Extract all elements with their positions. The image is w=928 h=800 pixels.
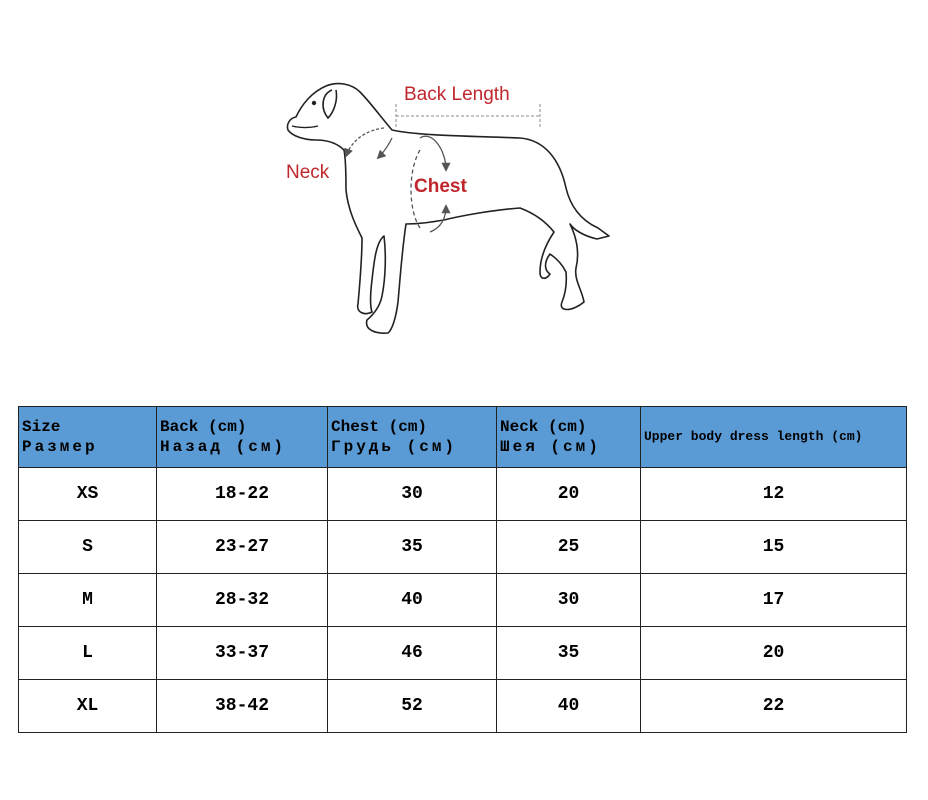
chest-measure-arrow-bottom [430, 206, 446, 232]
cell-upper-body-length: 17 [641, 574, 907, 627]
cell-upper-body-length: 12 [641, 468, 907, 521]
cell-back: 18-22 [157, 468, 328, 521]
cell-chest: 35 [328, 521, 497, 574]
table-row [19, 521, 907, 574]
cell-size: L [19, 627, 157, 680]
dog-outline [287, 84, 609, 334]
cell-upper-body-length: 22 [641, 680, 907, 733]
cell-upper-body-length: 15 [641, 521, 907, 574]
cell-chest: 40 [328, 574, 497, 627]
header-neck-en: Neck (cm) [500, 418, 587, 436]
table-row [19, 468, 907, 521]
table-row [19, 627, 907, 680]
header-back-en: Back (cm) [160, 418, 247, 436]
table-row [19, 680, 907, 733]
header-back [157, 407, 328, 468]
header-chest [328, 407, 497, 468]
cell-back: 23-27 [157, 521, 328, 574]
cell-chest: 30 [328, 468, 497, 521]
cell-back: 38-42 [157, 680, 328, 733]
table-row [19, 574, 907, 627]
cell-back: 28-32 [157, 574, 328, 627]
dog-ear [323, 90, 336, 118]
cell-size: S [19, 521, 157, 574]
header-neck [497, 407, 641, 468]
cell-size: XS [19, 468, 157, 521]
dog-eye [312, 101, 316, 105]
neck-label: Neck [286, 162, 330, 183]
cell-neck: 40 [497, 680, 641, 733]
cell-neck: 35 [497, 627, 641, 680]
cell-size: XL [19, 680, 157, 733]
cell-neck: 25 [497, 521, 641, 574]
size-chart-table [18, 406, 907, 733]
table-header-row [19, 407, 907, 468]
chest-label: Chest [414, 176, 467, 197]
header-chest-en: Chest (cm) [331, 418, 428, 436]
cell-chest: 52 [328, 680, 497, 733]
neck-measure-arrow [378, 138, 392, 158]
header-size-en: Size [22, 418, 61, 436]
chest-measure-arrow-top [420, 136, 446, 170]
cell-back: 33-37 [157, 627, 328, 680]
cell-neck: 20 [497, 468, 641, 521]
back-length-label: Back Length [404, 84, 510, 105]
header-chest-ru: Грудь (см) [331, 438, 458, 456]
header-neck-ru: Шея (см) [500, 438, 601, 456]
cell-neck: 30 [497, 574, 641, 627]
header-size [19, 407, 157, 468]
neck-measure-curve [346, 128, 384, 156]
cell-upper-body-length: 20 [641, 627, 907, 680]
header-upper-body-length-en: Upper body dress length (cm) [644, 429, 863, 444]
dog-mouth [292, 126, 318, 128]
cell-chest: 46 [328, 627, 497, 680]
header-back-ru: Назад (см) [160, 438, 287, 456]
cell-size: M [19, 574, 157, 627]
header-size-ru: Размер [22, 438, 98, 456]
header-upper-body-length [641, 407, 907, 468]
